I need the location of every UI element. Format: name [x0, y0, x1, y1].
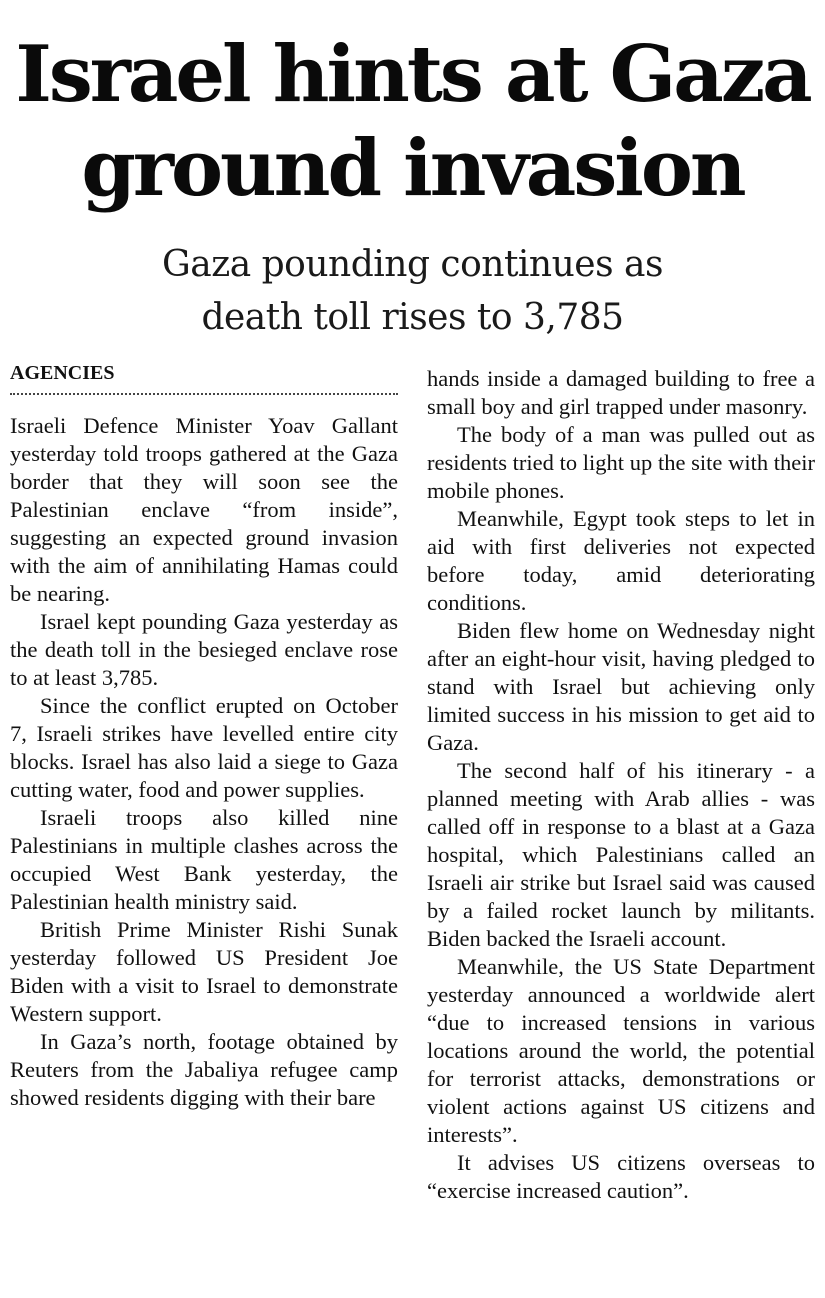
- subheadline-line-1: Gaza pounding continues as: [162, 244, 663, 285]
- byline-divider: [10, 393, 398, 395]
- subheadline: [0, 238, 825, 344]
- article-column-left: [10, 412, 398, 1280]
- paragraph: The body of a man was pulled out as residents tried to light up the site with their mobile phones.: [427, 422, 815, 503]
- headline: [0, 28, 825, 216]
- paragraph: Since the conflict erupted on October 7, Israeli strikes have levelled entire city blocks. Israel has also laid a siege to Gaza cutting water, food and power supplies.: [10, 693, 398, 802]
- byline: AGENCIES: [10, 362, 115, 384]
- headline-line-1: Israel hints at Gaza: [15, 29, 810, 120]
- paragraph: Israeli Defence Minister Yoav Gallant yesterday told troops gathered at the Gaza border that they will soon see the Palestinian enclave “from inside”, suggesting an expected ground invasion with the aim of annihilating Hamas could be nearing.: [10, 413, 398, 606]
- paragraph: Israeli troops also killed nine Palestinians in multiple clashes across the occupied West Bank yesterday, the Palestinian health ministry said.: [10, 805, 398, 914]
- paragraph: The second half of his itinerary - a planned meeting with Arab allies - was called off in response to a blast at a Gaza hospital, which Palestinians called an Israeli air strike but Israel said was caused by a failed rocket launch by militants. Biden backed the Israeli account.: [427, 758, 815, 951]
- paragraph: In Gaza’s north, footage obtained by Reuters from the Jabaliya refugee camp showed residents digging with their bare: [10, 1029, 398, 1110]
- paragraph: hands inside a damaged building to free a small boy and girl trapped under masonry.: [427, 366, 815, 419]
- paragraph: Meanwhile, Egypt took steps to let in aid with first deliveries not expected before today, amid deteriorating conditions.: [427, 506, 815, 615]
- paragraph: Meanwhile, the US State Department yesterday announced a worldwide alert “due to increased tensions in various locations around the world, the potential for terrorist attacks, demonstrations or violent actions against US citizens and interests”.: [427, 954, 815, 1147]
- subheadline-line-2: death toll rises to 3,785: [201, 297, 624, 338]
- paragraph: Israel kept pounding Gaza yesterday as the death toll in the besieged enclave rose to at least 3,785.: [10, 609, 398, 690]
- paragraph: Biden flew home on Wednesday night after an eight-hour visit, having pledged to stand with Israel but achieving only limited success in his mission to get aid to Gaza.: [427, 618, 815, 755]
- paragraph: British Prime Minister Rishi Sunak yesterday followed US President Joe Biden with a visit to Israel to demonstrate Western support.: [10, 917, 398, 1026]
- paragraph: It advises US citizens overseas to “exercise increased caution”.: [427, 1150, 815, 1203]
- article-column-right: [427, 365, 815, 1285]
- headline-line-2: ground invasion: [81, 123, 744, 214]
